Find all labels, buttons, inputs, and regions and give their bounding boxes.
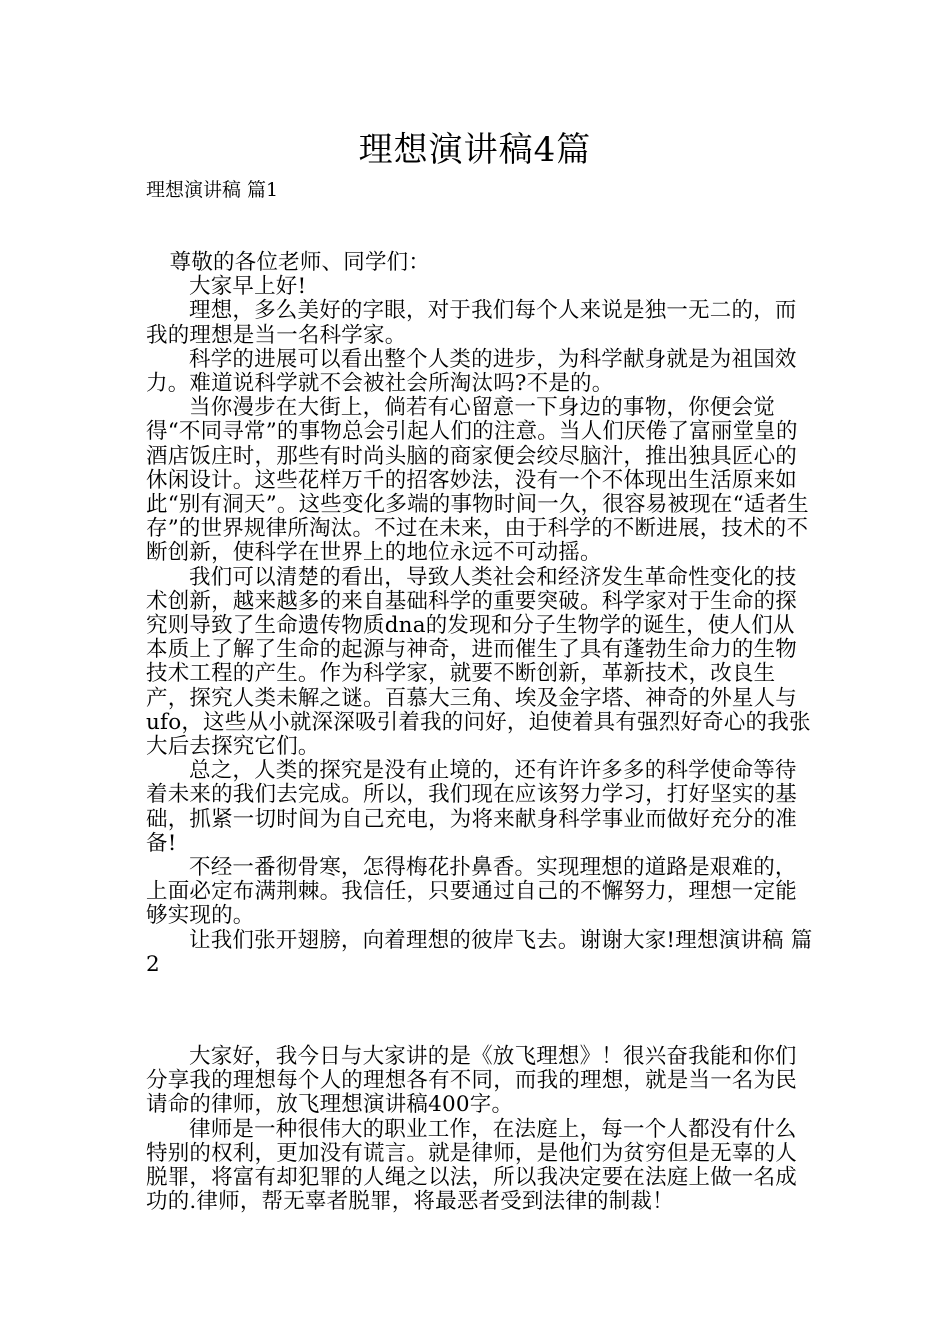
paragraph-greeting: 大家早上好! [189,274,307,300]
paragraph: 我们可以清楚的看出，导致人类社会和经济发生革命性变化的技术创新，越来越多的来自基础科学的重要突破。科学家对于生命的探究则导致了生命遗传物质dna的发现和分子生物学的诞生，使人们从本质上了解了生命的起源与神奇，进而催生了具有蓬勃生命力的生物技术工程的产生。作为科学家，就要不断创新，革新技术，改良生产，探究人类未解之谜。百慕大三角、埃及金字塔、神奇的外星人与ufo，这些从小就深深吸引着我的问好，迫使着具有强烈好奇心的我张大后去探究它们。 [146,564,811,760]
paragraph: 当你漫步在大街上，倘若有心留意一下身边的事物，你便会觉得“不同寻常”的事物总会引起人们的注意。当人们厌倦了富丽堂皇的酒店饭庄时，那些有时尚头脑的商家便会绞尽脑汁，推出独具匠心的休闲设计。这些花样万千的招客妙法，没有一个不体现出生活原来如此“别有洞天”。这些变化多端的事物时间一久，很容易被现在“适者生存”的世界规律所淘汰。不过在未来，由于科学的不断进展，技术的不断创新，使科学在世界上的地位永远不可动摇。 [146,395,809,566]
section-2-body [146,1045,814,1214]
paragraph-closing: 让我们张开翅膀，向着理想的彼岸飞去。谢谢大家!理想演讲稿 篇2 [146,927,813,977]
paragraph-salutation: 尊敬的各位老师、同学们： [169,250,431,275]
paragraph: 总之，人类的探究是没有止境的，还有许许多多的科学使命等待着未来的我们去完成。所以，我们现在应该努力学习，打好坚实的基础，抓紧一切时间为自己充电，为将来献身科学事业而做好充分的准备! [146,758,798,856]
document-title: 理想演讲稿4篇 [358,130,592,170]
paragraph: 律师是一种很伟大的职业工作，在法庭上，每一个人都没有什么特别的权利，更加没有谎言。就是律师，是他们为贫穷但是无辜的人脱罪，将富有却犯罪的人绳之以法，所以我决定要在法庭上做一名成功的.律师，帮无辜者脱罪，将最恶者受到法律的制裁！ [146,1116,798,1215]
paragraph: 理想，多么美好的字眼，对于我们每个人来说是独一无二的，而我的理想是当一名科学家。 [146,298,797,348]
paragraph: 科学的进展可以看出整个人类的进步，为科学献身就是为祖国效力。难道说科学就不会被社会所淘汰吗?不是的。 [146,346,797,397]
section-1-body [146,251,814,977]
section-1-heading: 理想演讲稿 篇1 [146,179,279,201]
paragraph: 不经一番彻骨寒，怎得梅花扑鼻香。实现理想的道路是艰难的，上面必定布满荆棘。我信任，只要通过自己的不懈努力，理想一定能够实现的。 [146,855,798,929]
paragraph: 大家好，我今日与大家讲的是《放飞理想》！很兴奋我能和你们分享我的理想每个人的理想各有不同，而我的理想，就是当一名为民请命的律师，放飞理想演讲稿400字。 [146,1044,798,1118]
